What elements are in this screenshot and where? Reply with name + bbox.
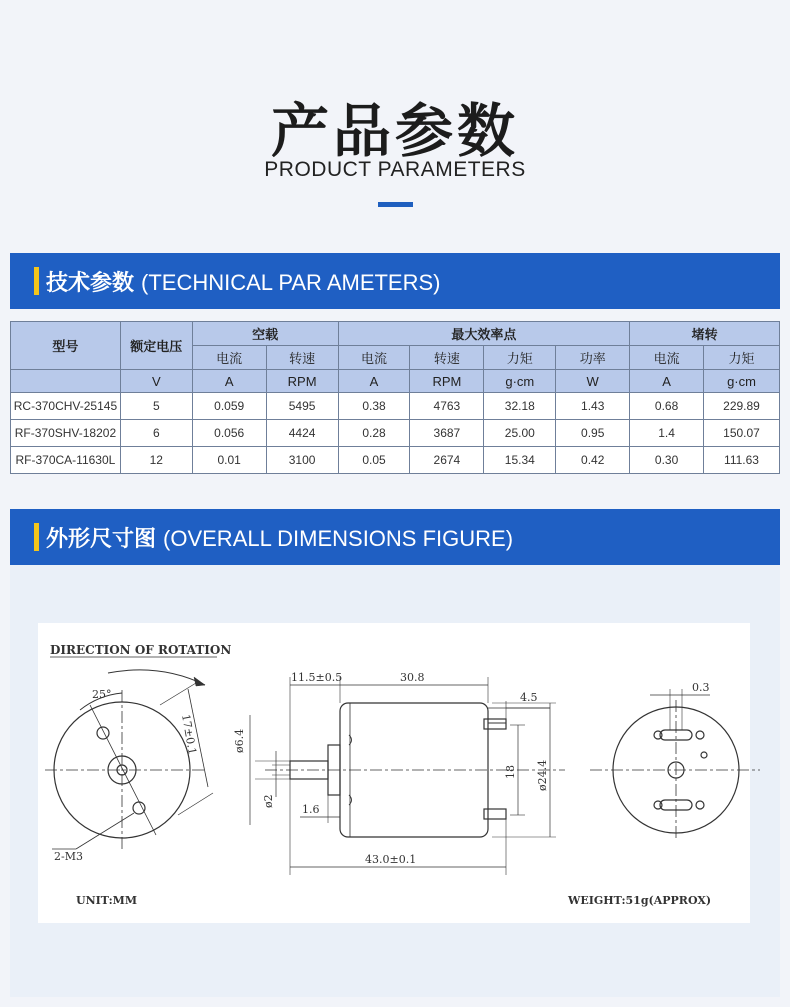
technical-heading-cn: 技术参数 [46,271,135,296]
table-row [11,393,780,420]
model-cell: RF-370CA-11630L [11,447,121,474]
table-cell: 6 [120,420,192,447]
total-length-label: 43.0±0.1 [365,853,417,866]
no-load-header: 空载 [192,322,338,346]
title-underline [378,202,413,207]
dimensions-figure [10,565,780,997]
motor-drawing [10,565,780,997]
page-title: 产品参数 [270,97,519,165]
sub-header: 电流 [338,346,410,370]
table-cell: 3100 [266,447,338,474]
spec-table [10,321,780,474]
table-cell: 5 [120,393,192,420]
dimensions-heading-en: (OVERALL DIMENSIONS FIGURE) [163,526,514,551]
table-row [11,447,780,474]
table-cell: 0.05 [338,447,410,474]
table-cell: 3687 [410,420,484,447]
unit-cell: A [338,370,410,393]
hole-distance-label: 17±0.1 [179,713,199,756]
terminal-thickness-label: 0.3 [692,681,710,694]
shaft-diameter-label: ø6.4 [233,728,246,753]
table-cell: 0.059 [192,393,266,420]
thread-label: 2-M3 [54,850,83,863]
terminal-top [484,719,506,729]
weight-label: WEIGHT:51g(APPROX) [568,894,712,907]
technical-heading-en: (TECHNICAL PAR AMETERS) [141,270,441,295]
unit-cell: V [120,370,192,393]
terminal-spacing-label: 18 [504,765,517,779]
table-cell: 0.30 [630,447,704,474]
table-row [11,420,780,447]
unit-cell: g·cm [484,370,556,393]
body-length-label: 30.8 [400,671,425,684]
table-cell: 1.43 [556,393,630,420]
model-cell: RC-370CHV-25145 [11,393,121,420]
table-cell: 12 [120,447,192,474]
sub-header: 电流 [192,346,266,370]
unit-cell: W [556,370,630,393]
unit-cell: RPM [266,370,338,393]
sub-header: 力矩 [704,346,780,370]
model-header: 型号 [11,322,121,370]
dimensions-heading-cn: 外形尺寸图 [46,527,157,552]
model-cell: RF-370SHV-18202 [11,420,121,447]
table-cell: 0.38 [338,393,410,420]
technical-parameters-banner [10,253,780,309]
page-subtitle: PRODUCT PARAMETERS [264,158,526,181]
table-cell: 32.18 [484,393,556,420]
boss-length-label: 1.6 [302,803,320,816]
table-cell: 0.42 [556,447,630,474]
table-cell: 0.68 [630,393,704,420]
stall-header: 堵转 [630,322,780,346]
dimensions-banner [10,509,780,565]
unit-cell: RPM [410,370,484,393]
sub-header: 转速 [410,346,484,370]
unit-label: UNIT:MM [76,894,137,907]
angle-label: 25° [92,688,112,701]
body-diameter-label: ø24.4 [536,759,549,791]
banner-marker [34,267,39,295]
table-cell: 15.34 [484,447,556,474]
table-cell: 111.63 [704,447,780,474]
unit-cell: A [630,370,704,393]
mount-hole-bottom [133,802,145,814]
unit-cell: A [192,370,266,393]
table-cell: 229.89 [704,393,780,420]
unit-cell: g·cm [704,370,780,393]
table-cell: 4763 [410,393,484,420]
mount-hole-top [97,727,109,739]
table-cell: 1.4 [630,420,704,447]
table-cell: 150.07 [704,420,780,447]
direction-label: DIRECTION OF ROTATION [50,643,232,657]
table-cell: 0.01 [192,447,266,474]
terminal-width-label: 4.5 [520,691,538,704]
sub-header: 功率 [556,346,630,370]
table-cell: 0.28 [338,420,410,447]
sub-header: 电流 [630,346,704,370]
shaft-length-label: 11.5±0.5 [291,671,343,684]
table-cell: 0.95 [556,420,630,447]
sub-header: 转速 [266,346,338,370]
voltage-header: 额定电压 [120,322,192,370]
table-cell: 0.056 [192,420,266,447]
table-cell: 2674 [410,447,484,474]
unit-empty [11,370,121,393]
table-cell: 25.00 [484,420,556,447]
table-cell: 5495 [266,393,338,420]
max-efficiency-header: 最大效率点 [338,322,630,346]
shaft-small-diameter-label: ø2 [262,794,275,808]
sub-header: 力矩 [484,346,556,370]
table-cell: 4424 [266,420,338,447]
terminal-bottom [484,809,506,819]
banner-marker [34,523,39,551]
